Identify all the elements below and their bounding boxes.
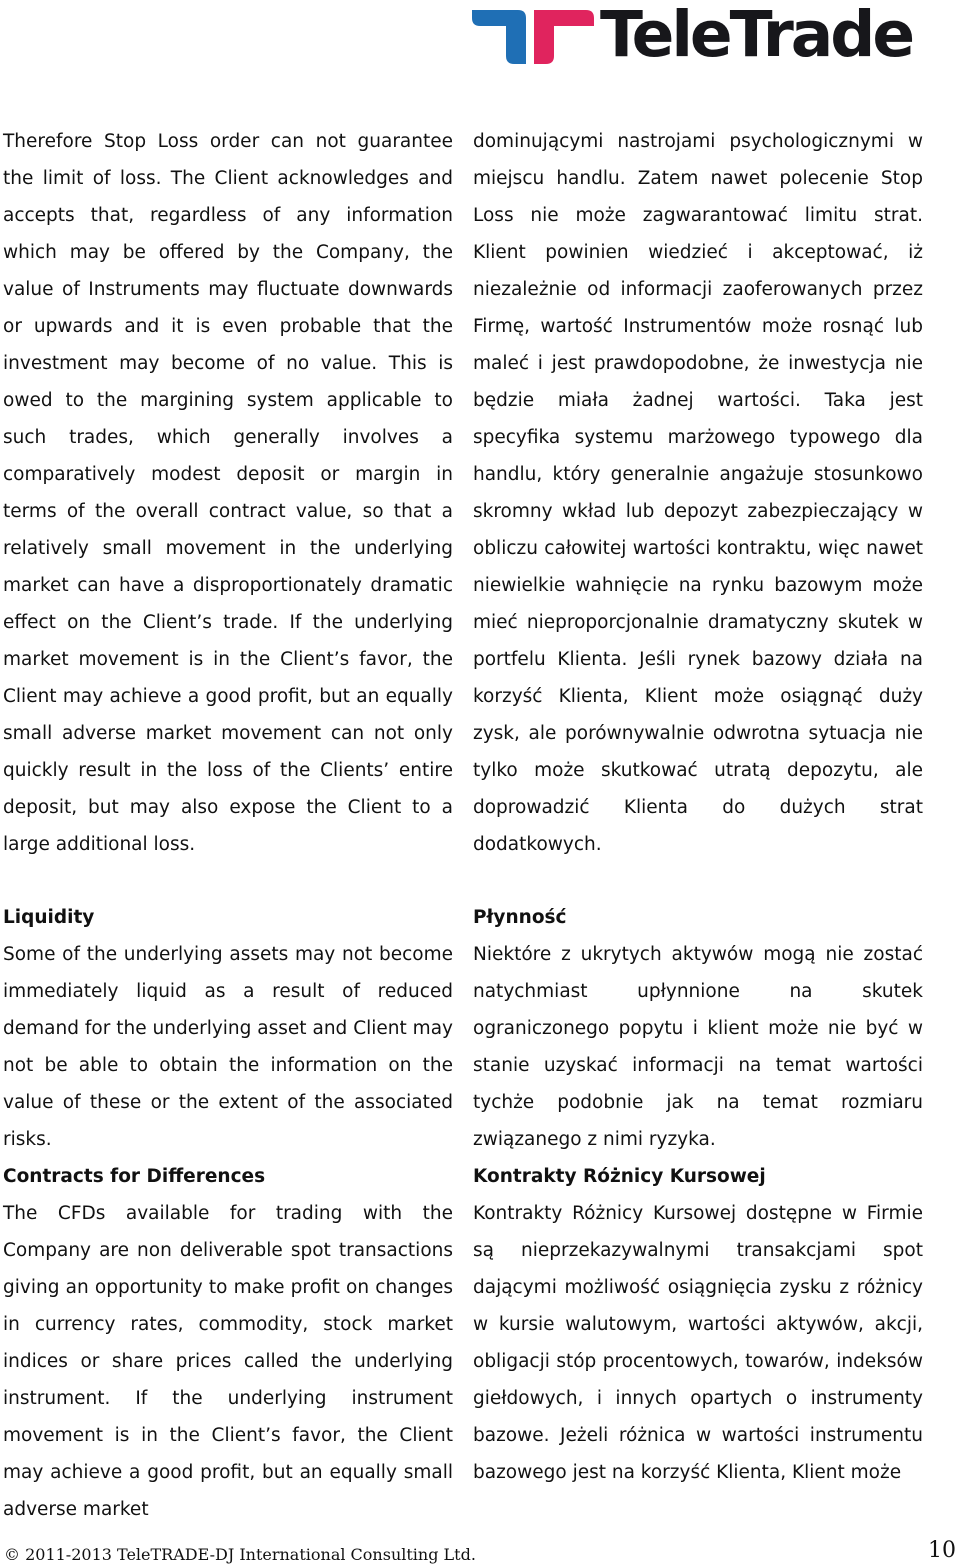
liquidity-column-pl [473, 899, 923, 1158]
teletrade-logo-text: TeleTrade [600, 0, 913, 71]
teletrade-logo-mark-icon [470, 4, 598, 66]
teletrade-logo [470, 0, 913, 71]
risk-paragraph-en: Therefore Stop Loss order can not guarantee the limit of loss. The Client acknowledges and accepts that, regardless of any information which may be offered by the Company, the value of Instruments may fluctuate downwards or upwards and it is even probable that the investment may become of no value. This is owed to the margining system applicable to such trades, which generally involves a comparatively modest deposit or margin in terms of the overall contract value, so that a relatively small movement in the underlying market can have a disproportionately dramatic effect on the Client’s trade. If the underlying market movement is in the Client’s favor, the Client may achieve a good profit, but an equally small adverse market movement can not only quickly result in the loss of the Clients’ entire deposit, but may also expose the Client to a large additional loss. [3, 131, 453, 855]
liquidity-paragraph-pl: Niektóre z ukrytych aktywów mogą nie zostać natychmiast upłynnione na skutek ograniczonego popytu i klient może nie być w stanie uzyskać informacji na temat wartości tychże podobnie jak na temat rozmiaru związanego z nimi ryzyka. [473, 944, 923, 1150]
liquidity-heading-pl: Płynność [473, 907, 567, 928]
risk-column-en [3, 123, 453, 863]
cfd-heading-en: Contracts for Differences [3, 1166, 266, 1187]
liquidity-heading-en: Liquidity [3, 907, 95, 928]
cfd-column-en [3, 1158, 453, 1528]
cfd-column-pl [473, 1158, 923, 1491]
liquidity-column-en [3, 899, 453, 1158]
liquidity-paragraph-en: Some of the underlying assets may not become immediately liquid as a result of reduced demand for the underlying asset and Client may not be able to obtain the information on the value of these or the extent of the associated risks. [3, 944, 453, 1150]
cfd-paragraph-pl: Kontrakty Różnicy Kursowej dostępne w Firmie są nieprzekazywalnymi transakcjami spot dającymi możliwość osiągnięcia zysku z różnicy w kursie walutowym, wartości aktywów, akcji, obligacji stóp procentowych, towarów, indeksów giełdowych, i innych opartych o instrumenty bazowe. Jeżeli różnica w wartości instrumentu bazowego jest na korzyść Klienta, Klient może [473, 1203, 923, 1483]
risk-column-pl [473, 123, 923, 863]
footer-copyright: © 2011-2013 TeleTRADE-DJ International Consulting Ltd. [4, 1545, 476, 1564]
cfd-heading-pl: Kontrakty Różnicy Kursowej [473, 1166, 766, 1187]
risk-paragraph-pl: dominującymi nastrojami psychologicznymi w miejscu handlu. Zatem nawet polecenie Stop Loss nie może zagwarantować limitu strat. Klient powinien wiedzieć i akceptować, iż niezależnie od informacji zaoferowanych przez Firmę, wartość Instrumentów może rosnąć lub maleć i jest prawdopodobne, że inwestycja nie będzie miała żadnej wartości. Taka jest specyfika systemu marżowego typowego dla handlu, który generalnie angażuje stosunkowo skromny wkład lub depozyt zabezpieczający w obliczu całowitej wartości kontraktu, więc nawet niewielkie wahnięcie na rynku bazowym może mieć nieproporcjonalnie dramatyczny skutek w portfelu Klienta. Jeśli rynek bazowy działa na korzyść Klienta, Klient może osiągnąć duży zysk, ale porównywalnie odwrotna sytuacja nie tylko może skutkować utratą depozytu, ale doprowadzić Klienta do dużych strat dodatkowych. [473, 131, 923, 855]
page-number: 10 [928, 1538, 956, 1563]
cfd-paragraph-en: The CFDs available for trading with the Company are non deliverable spot transactions giving an opportunity to make profit on changes in currency rates, commodity, stock market indices or share prices called the underlying instrument. If the underlying instrument movement is in the Client’s favor, the Client may achieve a good profit, but an equally small adverse market [3, 1203, 453, 1520]
